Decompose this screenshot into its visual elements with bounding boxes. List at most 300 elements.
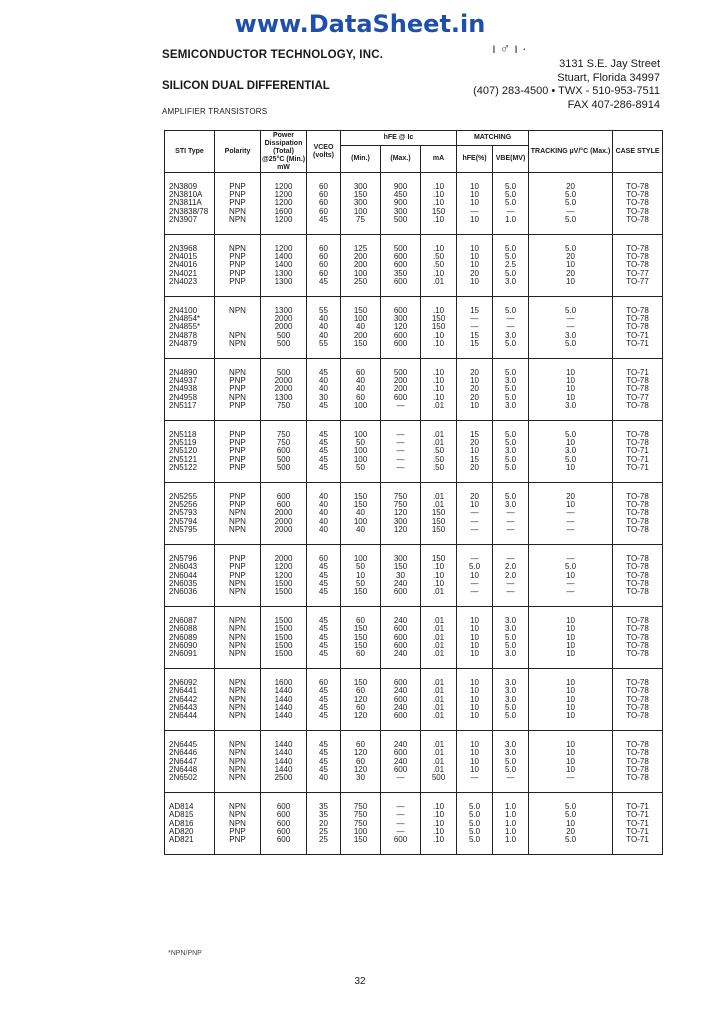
cell-hfe-percent: 5.0: [457, 793, 493, 812]
cell-power: 750: [261, 439, 307, 447]
cell-vbe-mv: —: [493, 315, 529, 323]
cell-tracking: 10: [529, 572, 613, 580]
cell-power: 2000: [261, 315, 307, 323]
cell-sti-type: 2N4016: [165, 261, 215, 269]
header-hfe-group: hFE @ Ic: [341, 131, 457, 146]
cell-polarity: PNP: [215, 836, 261, 855]
cell-hfe-min: 120: [341, 766, 381, 774]
cell-vbe-mv: 5.0: [493, 634, 529, 642]
cell-tracking: 20: [529, 270, 613, 278]
table-row: [165, 650, 663, 669]
cell-vbe-mv: 5.0: [493, 456, 529, 464]
cell-sti-type: 2N6446: [165, 749, 215, 757]
cell-hfe-max: 600: [381, 836, 421, 855]
cell-polarity: NPN: [215, 235, 261, 254]
header-sti-type: STI Type: [165, 131, 215, 173]
cell-sti-type: 2N6044: [165, 572, 215, 580]
cell-tracking: —: [529, 774, 613, 793]
cell-ma: .50: [421, 464, 457, 483]
cell-polarity: NPN: [215, 712, 261, 731]
cell-vceo: 45: [307, 278, 341, 297]
cell-sti-type: 2N5122: [165, 464, 215, 483]
table-row: [165, 820, 663, 828]
cell-vceo: 40: [307, 323, 341, 331]
cell-hfe-percent: 20: [457, 439, 493, 447]
cell-hfe-min: 75: [341, 216, 381, 235]
cell-ma: .10: [421, 811, 457, 819]
cell-ma: .10: [421, 191, 457, 199]
cell-sti-type: 2N4890: [165, 359, 215, 378]
cell-vceo: 45: [307, 696, 341, 704]
cell-hfe-min: 120: [341, 696, 381, 704]
table-row: [165, 208, 663, 216]
cell-ma: .01: [421, 642, 457, 650]
cell-ma: .01: [421, 766, 457, 774]
cell-ma: .01: [421, 439, 457, 447]
cell-vceo: 60: [307, 191, 341, 199]
cell-vbe-mv: —: [493, 518, 529, 526]
cell-ma: .01: [421, 483, 457, 502]
cell-vbe-mv: 5.0: [493, 253, 529, 261]
cell-case-style: TO-78: [613, 625, 663, 633]
cell-vbe-mv: 3.0: [493, 607, 529, 626]
cell-hfe-percent: 10: [457, 216, 493, 235]
cell-vbe-mv: 5.0: [493, 340, 529, 359]
cell-hfe-percent: 5.0: [457, 820, 493, 828]
cell-sti-type: 2N6448: [165, 766, 215, 774]
cell-hfe-min: 50: [341, 439, 381, 447]
cell-power: 1440: [261, 758, 307, 766]
cell-vbe-mv: 2.0: [493, 572, 529, 580]
cell-hfe-min: 150: [341, 340, 381, 359]
cell-hfe-max: 900: [381, 173, 421, 192]
table-row: [165, 191, 663, 199]
cell-hfe-min: 60: [341, 687, 381, 695]
cell-hfe-max: 600: [381, 634, 421, 642]
cell-ma: .50: [421, 447, 457, 455]
cell-vbe-mv: 5.0: [493, 766, 529, 774]
table-row: [165, 749, 663, 757]
cell-hfe-percent: 10: [457, 501, 493, 509]
cell-vceo: 45: [307, 749, 341, 757]
table-row: [165, 793, 663, 812]
cell-hfe-min: 150: [341, 642, 381, 650]
cell-sti-type: 2N4878: [165, 332, 215, 340]
cell-polarity: NPN: [215, 774, 261, 793]
company-name: SEMICONDUCTOR TECHNOLOGY, INC.: [162, 49, 384, 61]
cell-vceo: 40: [307, 526, 341, 545]
cell-vceo: 60: [307, 199, 341, 207]
cell-tracking: 20: [529, 483, 613, 502]
cell-case-style: TO-78: [613, 216, 663, 235]
cell-hfe-percent: 5.0: [457, 563, 493, 571]
cell-vceo: 45: [307, 447, 341, 455]
cell-hfe-max: 240: [381, 731, 421, 750]
table-row: [165, 359, 663, 378]
cell-hfe-min: 60: [341, 731, 381, 750]
cell-vceo: 45: [307, 758, 341, 766]
cell-ma: .10: [421, 340, 457, 359]
cell-polarity: PNP: [215, 261, 261, 269]
cell-sti-type: 2N6091: [165, 650, 215, 669]
cell-ma: .01: [421, 278, 457, 297]
cell-vbe-mv: 5.0: [493, 394, 529, 402]
cell-ma: .01: [421, 687, 457, 695]
cell-vceo: 45: [307, 359, 341, 378]
cell-hfe-max: —: [381, 439, 421, 447]
cell-sti-type: 2N5796: [165, 545, 215, 564]
cell-case-style: TO-78: [613, 173, 663, 192]
cell-power: 2000: [261, 509, 307, 517]
cell-hfe-min: 100: [341, 270, 381, 278]
cell-hfe-percent: —: [457, 588, 493, 607]
cell-tracking: 10: [529, 820, 613, 828]
cell-ma: .01: [421, 758, 457, 766]
cell-hfe-max: 30: [381, 572, 421, 580]
cell-hfe-max: 500: [381, 235, 421, 254]
cell-polarity: PNP: [215, 385, 261, 393]
cell-tracking: 10: [529, 642, 613, 650]
cell-hfe-percent: 10: [457, 377, 493, 385]
cell-tracking: —: [529, 545, 613, 564]
cell-hfe-max: 240: [381, 687, 421, 695]
cell-case-style: TO-78: [613, 749, 663, 757]
cell-ma: 150: [421, 208, 457, 216]
cell-hfe-min: 10: [341, 572, 381, 580]
cell-case-style: TO-78: [613, 642, 663, 650]
table-row: [165, 696, 663, 704]
table-row: [165, 625, 663, 633]
table-row: [165, 377, 663, 385]
cell-case-style: TO-71: [613, 820, 663, 828]
cell-hfe-min: 60: [341, 758, 381, 766]
cell-hfe-max: —: [381, 820, 421, 828]
cell-case-style: TO-78: [613, 235, 663, 254]
cell-vbe-mv: 5.0: [493, 199, 529, 207]
cell-vbe-mv: 3.0: [493, 278, 529, 297]
cell-power: 1440: [261, 731, 307, 750]
cell-hfe-max: 240: [381, 607, 421, 626]
cell-tracking: —: [529, 509, 613, 517]
cell-power: 1440: [261, 749, 307, 757]
cell-tracking: —: [529, 315, 613, 323]
cell-tracking: —: [529, 526, 613, 545]
cell-hfe-percent: 5.0: [457, 836, 493, 855]
cell-sti-type: 2N6087: [165, 607, 215, 626]
cell-hfe-max: 240: [381, 704, 421, 712]
cell-ma: .10: [421, 836, 457, 855]
cell-tracking: 10: [529, 439, 613, 447]
cell-vceo: 45: [307, 439, 341, 447]
cell-hfe-min: 30: [341, 774, 381, 793]
cell-power: 1400: [261, 253, 307, 261]
cell-hfe-max: 240: [381, 650, 421, 669]
cell-vbe-mv: 5.0: [493, 385, 529, 393]
cell-case-style: TO-78: [613, 377, 663, 385]
cell-sti-type: AD815: [165, 811, 215, 819]
cell-tracking: 5.0: [529, 297, 613, 316]
cell-polarity: NPN: [215, 607, 261, 626]
table-row: [165, 261, 663, 269]
cell-tracking: 5.0: [529, 563, 613, 571]
cell-polarity: NPN: [215, 340, 261, 359]
cell-vbe-mv: 1.0: [493, 836, 529, 855]
cell-ma: .10: [421, 580, 457, 588]
cell-power: 600: [261, 836, 307, 855]
table-row: [165, 456, 663, 464]
product-title: SILICON DUAL DIFFERENTIAL: [162, 80, 330, 92]
cell-ma: .10: [421, 793, 457, 812]
cell-sti-type: 2N3811A: [165, 199, 215, 207]
cell-case-style: TO-78: [613, 731, 663, 750]
table-row: [165, 402, 663, 421]
cell-polarity: PNP: [215, 501, 261, 509]
cell-vbe-mv: —: [493, 509, 529, 517]
cell-case-style: TO-78: [613, 669, 663, 688]
cell-vbe-mv: 5.0: [493, 464, 529, 483]
cell-polarity: NPN: [215, 509, 261, 517]
cell-hfe-max: 350: [381, 270, 421, 278]
cell-hfe-min: 125: [341, 235, 381, 254]
cell-case-style: TO-78: [613, 402, 663, 421]
cell-power: 1500: [261, 634, 307, 642]
cell-power: 1500: [261, 607, 307, 626]
cell-polarity: NPN: [215, 359, 261, 378]
cell-hfe-min: 60: [341, 607, 381, 626]
cell-vceo: 60: [307, 270, 341, 278]
table-row: [165, 526, 663, 545]
cell-power: 2000: [261, 323, 307, 331]
cell-hfe-percent: —: [457, 774, 493, 793]
cell-ma: 150: [421, 526, 457, 545]
cell-vceo: 45: [307, 216, 341, 235]
cell-power: 600: [261, 447, 307, 455]
cell-case-style: TO-78: [613, 607, 663, 626]
cell-vbe-mv: 1.0: [493, 793, 529, 812]
table-row: [165, 642, 663, 650]
cell-case-style: TO-78: [613, 563, 663, 571]
cell-ma: .10: [421, 572, 457, 580]
cell-hfe-min: 150: [341, 836, 381, 855]
cell-vceo: 45: [307, 563, 341, 571]
cell-vceo: 40: [307, 509, 341, 517]
cell-polarity: PNP: [215, 572, 261, 580]
cell-sti-type: 2N5120: [165, 447, 215, 455]
cell-ma: 150: [421, 545, 457, 564]
cell-power: 1500: [261, 588, 307, 607]
cell-hfe-percent: 10: [457, 625, 493, 633]
cell-ma: .10: [421, 235, 457, 254]
cell-hfe-percent: 10: [457, 261, 493, 269]
cell-tracking: 10: [529, 634, 613, 642]
cell-hfe-min: 50: [341, 580, 381, 588]
cell-power: 600: [261, 793, 307, 812]
cell-hfe-min: 100: [341, 421, 381, 440]
cell-hfe-min: 150: [341, 634, 381, 642]
header-ma: mA: [421, 146, 457, 173]
cell-ma: .10: [421, 377, 457, 385]
cell-ma: .10: [421, 828, 457, 836]
table-row: [165, 669, 663, 688]
cell-hfe-percent: 10: [457, 766, 493, 774]
cell-case-style: TO-78: [613, 315, 663, 323]
cell-hfe-max: —: [381, 456, 421, 464]
table-row: [165, 253, 663, 261]
cell-case-style: TO-78: [613, 704, 663, 712]
cell-vceo: 45: [307, 642, 341, 650]
cell-hfe-max: 300: [381, 208, 421, 216]
cell-hfe-max: 150: [381, 563, 421, 571]
cell-hfe-min: 200: [341, 261, 381, 269]
cell-vbe-mv: 3.0: [493, 687, 529, 695]
cell-hfe-max: 600: [381, 766, 421, 774]
cell-ma: .10: [421, 297, 457, 316]
cell-vbe-mv: 1.0: [493, 216, 529, 235]
cell-sti-type: AD814: [165, 793, 215, 812]
cell-tracking: 5.0: [529, 793, 613, 812]
cell-ma: .01: [421, 731, 457, 750]
cell-sti-type: 2N6035: [165, 580, 215, 588]
header-vceo: VCEO (volts): [307, 131, 341, 173]
cell-polarity: PNP: [215, 191, 261, 199]
cell-vceo: 45: [307, 731, 341, 750]
cell-tracking: 10: [529, 464, 613, 483]
table-row: [165, 270, 663, 278]
cell-hfe-min: 250: [341, 278, 381, 297]
cell-vbe-mv: 5.0: [493, 270, 529, 278]
cell-vbe-mv: 3.0: [493, 447, 529, 455]
cell-vceo: 60: [307, 669, 341, 688]
cell-vbe-mv: 3.0: [493, 625, 529, 633]
table-row: [165, 588, 663, 607]
cell-ma: .01: [421, 421, 457, 440]
cell-hfe-min: 60: [341, 650, 381, 669]
cell-case-style: TO-78: [613, 650, 663, 669]
cell-hfe-percent: 5.0: [457, 811, 493, 819]
cell-hfe-min: 750: [341, 820, 381, 828]
cell-hfe-min: 100: [341, 828, 381, 836]
cell-hfe-min: 100: [341, 402, 381, 421]
cell-hfe-max: 300: [381, 545, 421, 564]
cell-hfe-max: 600: [381, 332, 421, 340]
cell-hfe-max: 500: [381, 216, 421, 235]
cell-hfe-max: 600: [381, 749, 421, 757]
cell-tracking: 10: [529, 385, 613, 393]
cell-hfe-max: —: [381, 421, 421, 440]
cell-polarity: PNP: [215, 828, 261, 836]
cell-power: 1440: [261, 704, 307, 712]
table-row: [165, 563, 663, 571]
table-row: [165, 518, 663, 526]
cell-case-style: TO-71: [613, 828, 663, 836]
cell-hfe-min: 40: [341, 323, 381, 331]
cell-vbe-mv: —: [493, 580, 529, 588]
cell-tracking: 10: [529, 687, 613, 695]
cell-hfe-percent: 10: [457, 704, 493, 712]
cell-ma: .01: [421, 749, 457, 757]
cell-hfe-max: 500: [381, 359, 421, 378]
cell-polarity: NPN: [215, 642, 261, 650]
cell-hfe-percent: 10: [457, 235, 493, 254]
cell-tracking: 5.0: [529, 811, 613, 819]
header-hfe-max: (Max.): [381, 146, 421, 173]
address-line: FAX 407-286-8914: [567, 98, 660, 111]
cell-vceo: 25: [307, 828, 341, 836]
cell-hfe-percent: 20: [457, 464, 493, 483]
cell-case-style: TO-71: [613, 793, 663, 812]
cell-power: 1200: [261, 563, 307, 571]
cell-case-style: TO-78: [613, 572, 663, 580]
cell-hfe-percent: 15: [457, 332, 493, 340]
cell-hfe-max: 750: [381, 501, 421, 509]
cell-polarity: NPN: [215, 297, 261, 316]
cell-ma: .50: [421, 456, 457, 464]
cell-vbe-mv: 3.0: [493, 731, 529, 750]
cell-hfe-percent: 10: [457, 572, 493, 580]
cell-vceo: 45: [307, 704, 341, 712]
cell-sti-type: 2N5794: [165, 518, 215, 526]
cell-case-style: TO-78: [613, 545, 663, 564]
transistor-table-container: [164, 130, 662, 936]
cell-hfe-percent: 10: [457, 402, 493, 421]
cell-sti-type: 2N6036: [165, 588, 215, 607]
cell-power: 1300: [261, 297, 307, 316]
header-hfe-percent: hFE(%): [457, 146, 493, 173]
cell-vceo: 25: [307, 836, 341, 855]
cell-vbe-mv: 5.0: [493, 191, 529, 199]
cell-polarity: NPN: [215, 526, 261, 545]
cell-hfe-max: 600: [381, 696, 421, 704]
cell-vceo: 45: [307, 421, 341, 440]
cell-polarity: NPN: [215, 208, 261, 216]
cell-case-style: TO-71: [613, 811, 663, 819]
cell-case-style: TO-78: [613, 580, 663, 588]
cell-hfe-percent: 10: [457, 642, 493, 650]
cell-vbe-mv: —: [493, 545, 529, 564]
cell-vbe-mv: 5.0: [493, 359, 529, 378]
cell-sti-type: 2N6441: [165, 687, 215, 695]
cell-polarity: NPN: [215, 394, 261, 402]
cell-hfe-percent: —: [457, 580, 493, 588]
cell-tracking: 10: [529, 650, 613, 669]
cell-vbe-mv: 1.0: [493, 811, 529, 819]
cell-vceo: 40: [307, 315, 341, 323]
cell-polarity: NPN: [215, 634, 261, 642]
cell-polarity: NPN: [215, 687, 261, 695]
cell-hfe-max: 200: [381, 377, 421, 385]
cell-polarity: NPN: [215, 731, 261, 750]
cell-vbe-mv: —: [493, 774, 529, 793]
cell-sti-type: 2N5117: [165, 402, 215, 421]
cell-vceo: 40: [307, 483, 341, 502]
cell-power: 750: [261, 402, 307, 421]
header-tracking: TRACKING µV/°C (Max.): [529, 131, 613, 173]
table-row: [165, 394, 663, 402]
cell-vbe-mv: 3.0: [493, 332, 529, 340]
cell-tracking: 10: [529, 607, 613, 626]
cell-ma: .10: [421, 332, 457, 340]
cell-vbe-mv: 5.0: [493, 173, 529, 192]
cell-polarity: PNP: [215, 199, 261, 207]
cell-case-style: TO-78: [613, 712, 663, 731]
cell-hfe-percent: 10: [457, 687, 493, 695]
cell-vceo: 45: [307, 607, 341, 626]
cell-hfe-max: —: [381, 793, 421, 812]
cell-vceo: 45: [307, 402, 341, 421]
cell-hfe-percent: 10: [457, 650, 493, 669]
cell-hfe-percent: —: [457, 526, 493, 545]
cell-tracking: 10: [529, 669, 613, 688]
